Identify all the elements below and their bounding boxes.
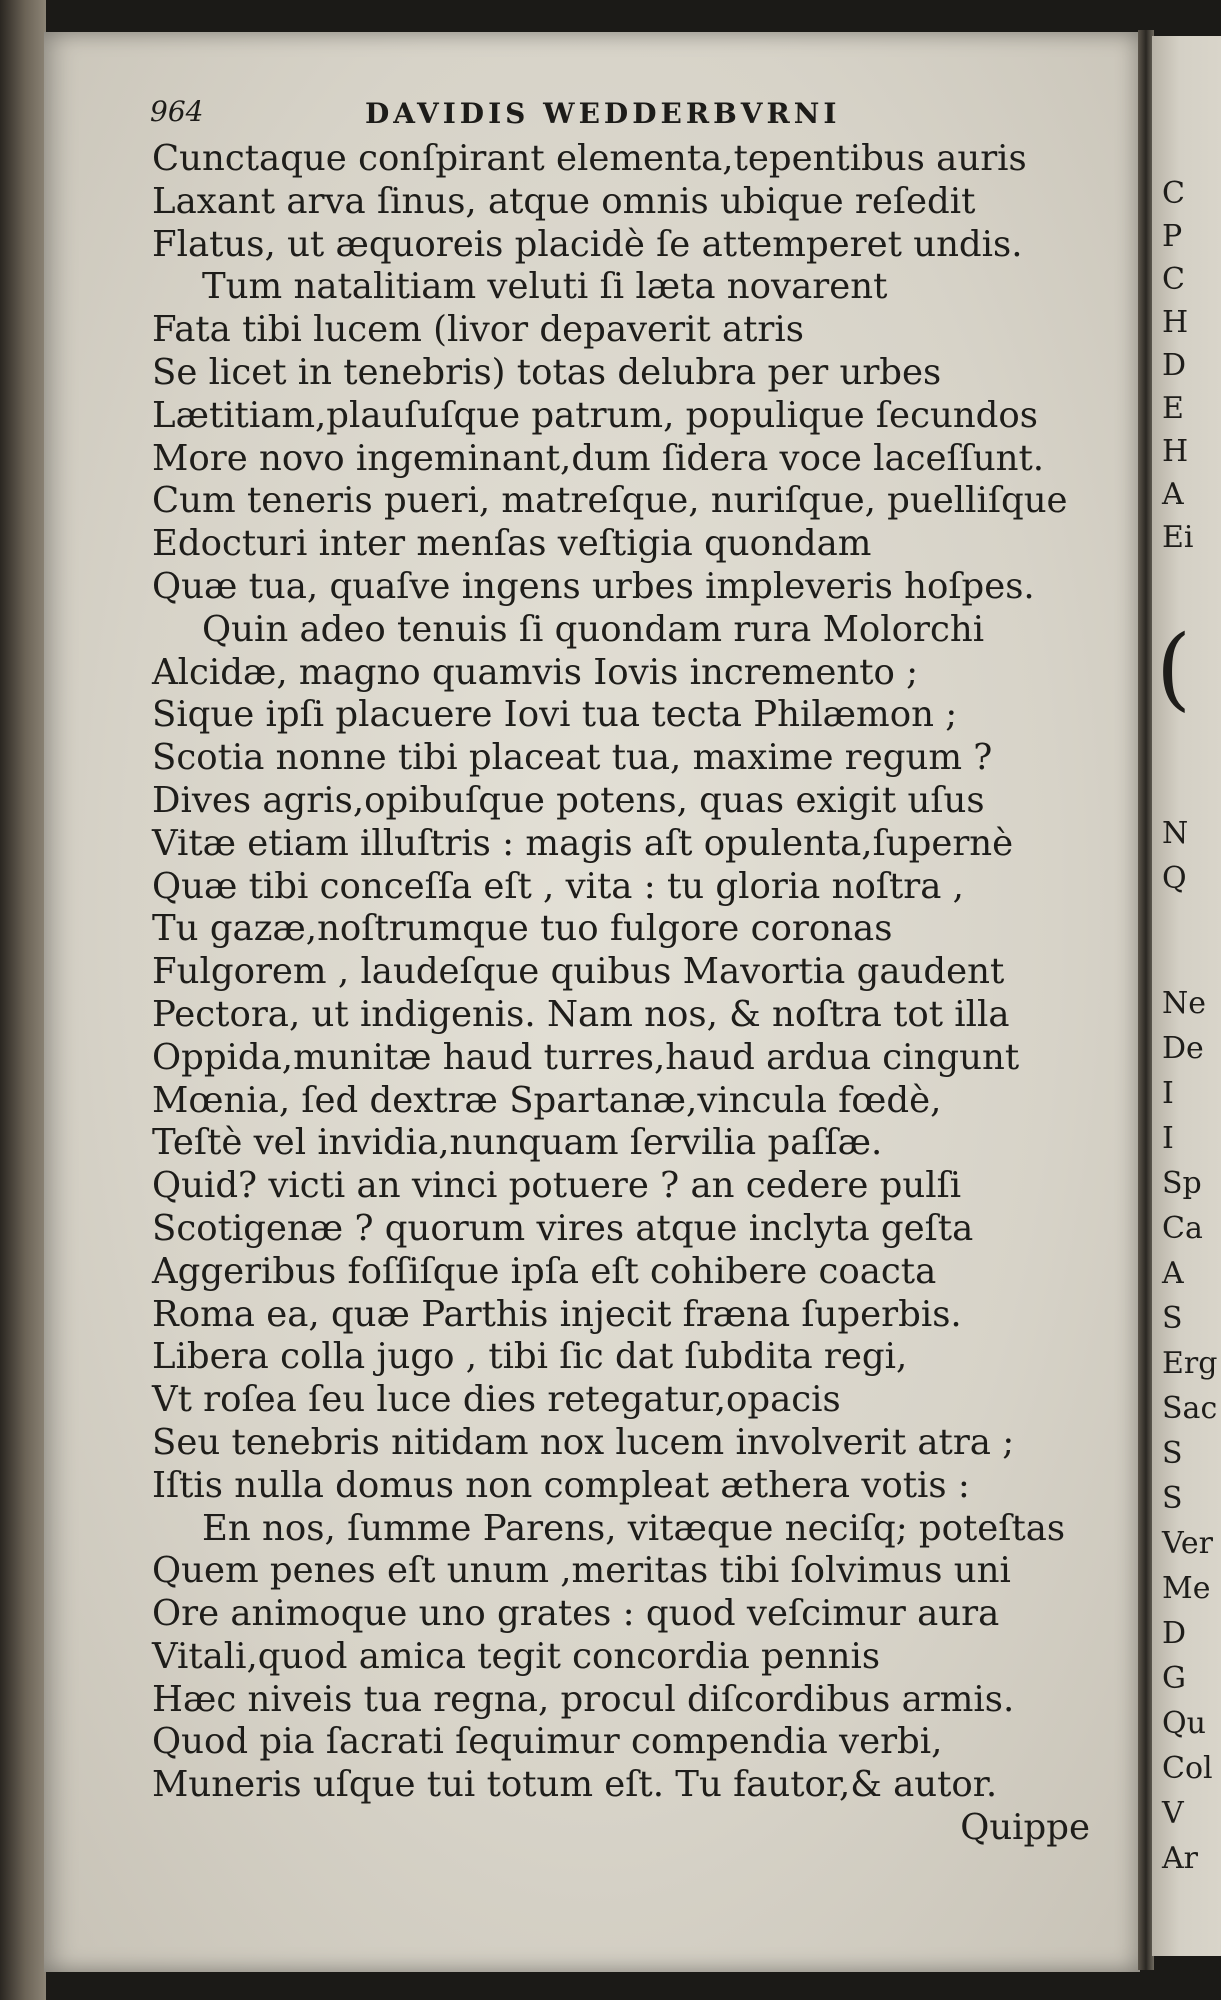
facing-fragment: Q	[1162, 861, 1187, 896]
facing-fragment: P	[1162, 219, 1183, 254]
facing-fragment: A	[1162, 1256, 1184, 1291]
facing-fragment: I	[1162, 1121, 1174, 1156]
facing-fragment: I	[1162, 1076, 1174, 1111]
facing-fragment: Qu	[1162, 1706, 1206, 1741]
text-line: Se licet in tenebris) totas delubra per urbes	[152, 351, 942, 393]
facing-fragment: C	[1162, 262, 1185, 297]
facing-fragment: Me	[1162, 1571, 1211, 1606]
text-line: Quod pia ſacrati ſequimur compendia verbi,	[152, 1721, 943, 1763]
text-line: Quæ tua, quaſve ingens urbes impleveris hoſpes.	[152, 565, 1035, 607]
text-line: Cunctaque conſpirant elementa,tepentibus auris	[152, 138, 1027, 179]
running-head: DAVIDIS WEDDERBVRNI	[365, 97, 841, 130]
facing-fragment: Erg	[1162, 1346, 1218, 1381]
text-line: Dives agris,opibuſque potens, quas exigit uſus	[152, 779, 985, 821]
facing-fragment: N	[1162, 816, 1189, 851]
text-line: Quid? victi an vinci potuere ? an cedere pulſi	[152, 1165, 962, 1207]
text-line: Lætitiam,plauſuſque patrum, populique ſecundos	[152, 394, 1038, 436]
text-line: Aggeribus foſſiſque ipſa eſt cohibere coacta	[152, 1250, 937, 1292]
text-line: Laxant arva ſinus, atque omnis ubique reſedit	[152, 180, 976, 222]
facing-fragment: Ca	[1162, 1211, 1203, 1246]
text-line: Fata tibi lucem (livor depaverit atris	[152, 309, 804, 351]
facing-fragment: De	[1162, 1031, 1204, 1066]
facing-fragment: (	[1156, 616, 1192, 721]
text-line: Teſtè vel invidia,nunquam ſervilia paſſæ.	[152, 1122, 883, 1164]
facing-fragment: Col	[1162, 1751, 1213, 1786]
facing-fragment: G	[1162, 1661, 1186, 1696]
text-line: Quin adeo tenuis ſi quondam rura Molorchi	[202, 608, 985, 650]
facing-fragment: A	[1162, 477, 1184, 512]
text-line: Quem penes eſt unum ,meritas tibi ſolvimus uni	[152, 1550, 1011, 1592]
facing-fragment: D	[1162, 1616, 1187, 1651]
facing-fragment: Sp	[1162, 1166, 1202, 1201]
text-line: Tu gazæ,noſtrumque tuo fulgore coronas	[152, 908, 893, 950]
catchword: Quippe	[960, 1807, 1090, 1849]
facing-fragment: H	[1162, 434, 1189, 469]
facing-fragment: V	[1162, 1796, 1184, 1831]
facing-fragment: C	[1162, 176, 1185, 211]
text-line: Mœnia, ſed dextræ Spartanæ,vincula fœdè,	[152, 1079, 942, 1121]
text-line: Vitæ etiam illuſtris : magis aſt opulenta,ſupernè	[152, 822, 1014, 864]
page-header	[150, 95, 1080, 135]
text-line: Edocturi inter menſas veſtigia quondam	[152, 523, 872, 565]
book-page-right-edge	[1152, 36, 1221, 1956]
facing-fragment: Ar	[1162, 1841, 1199, 1876]
text-line: Scotigenæ ? quorum vires atque inclyta geſta	[152, 1207, 974, 1249]
text-line: Iſtis nulla domus non compleat æthera votis :	[152, 1464, 970, 1506]
facing-fragment: S	[1162, 1481, 1183, 1516]
text-line: Vitali,quod amica tegit concordia pennis	[152, 1635, 881, 1677]
facing-fragment: Ne	[1162, 986, 1207, 1021]
text-line: Seu tenebris nitidam nox lucem involverit atra ;	[152, 1421, 1015, 1463]
text-line: Vt roſea ſeu luce dies retegatur,opacis	[152, 1379, 841, 1421]
text-line: Alcidæ, magno quamvis Iovis incremento ;	[152, 651, 919, 693]
text-line: Roma ea, quæ Parthis injecit fræna ſuperbis.	[152, 1293, 962, 1335]
text-line: Muneris uſque tui totum eſt. Tu fautor,& autor.	[152, 1764, 998, 1806]
facing-fragment: S	[1162, 1436, 1183, 1471]
facing-fragment: S	[1162, 1301, 1183, 1336]
poem-text	[152, 138, 1092, 1850]
text-line: Ore animoque uno grates : quod veſcimur aura	[152, 1593, 1000, 1635]
text-line: Scotia nonne tibi placeat tua, maxime regum ?	[152, 737, 993, 779]
text-line: En nos, ſumme Parens, vitæque neciſq; poteſtas	[202, 1507, 1066, 1549]
text-line: Sique ipſi placuere Iovi tua tecta Philæmon ;	[152, 694, 958, 736]
facing-fragment: Sac	[1162, 1391, 1218, 1426]
text-line: Libera colla jugo , tibi ſic dat ſubdita regi,	[152, 1336, 908, 1378]
book-spine-edge	[0, 0, 46, 2000]
text-line: Hæc niveis tua regna, procul diſcordibus armis.	[152, 1678, 1015, 1720]
facing-fragment: E	[1162, 391, 1184, 426]
facing-fragment: D	[1162, 348, 1187, 383]
text-line: Quæ tibi conceſſa eſt , vita : tu gloria noſtra ,	[152, 865, 964, 907]
facing-fragment: Ver	[1162, 1526, 1214, 1561]
text-line: Fulgorem , laudeſque quibus Mavortia gaudent	[152, 951, 1005, 993]
facing-fragment: H	[1162, 305, 1189, 340]
text-line: Flatus, ut æquoreis placidè ſe attemperet undis.	[152, 223, 1023, 265]
page-number: 964	[150, 95, 204, 128]
text-line: More novo ingeminant,dum ſidera voce laceſſunt.	[152, 437, 1045, 479]
facing-fragment: Ei	[1162, 520, 1194, 555]
text-line: Oppida,munitæ haud turres,haud ardua cingunt	[152, 1036, 1020, 1078]
text-line: Pectora, ut indigenis. Nam nos, & noſtra tot illa	[152, 993, 1010, 1035]
text-line: Cum teneris pueri, matreſque, nuriſque, puelliſque	[152, 480, 1068, 522]
text-line: Tum natalitiam veluti ſi læta novarent	[202, 266, 888, 308]
